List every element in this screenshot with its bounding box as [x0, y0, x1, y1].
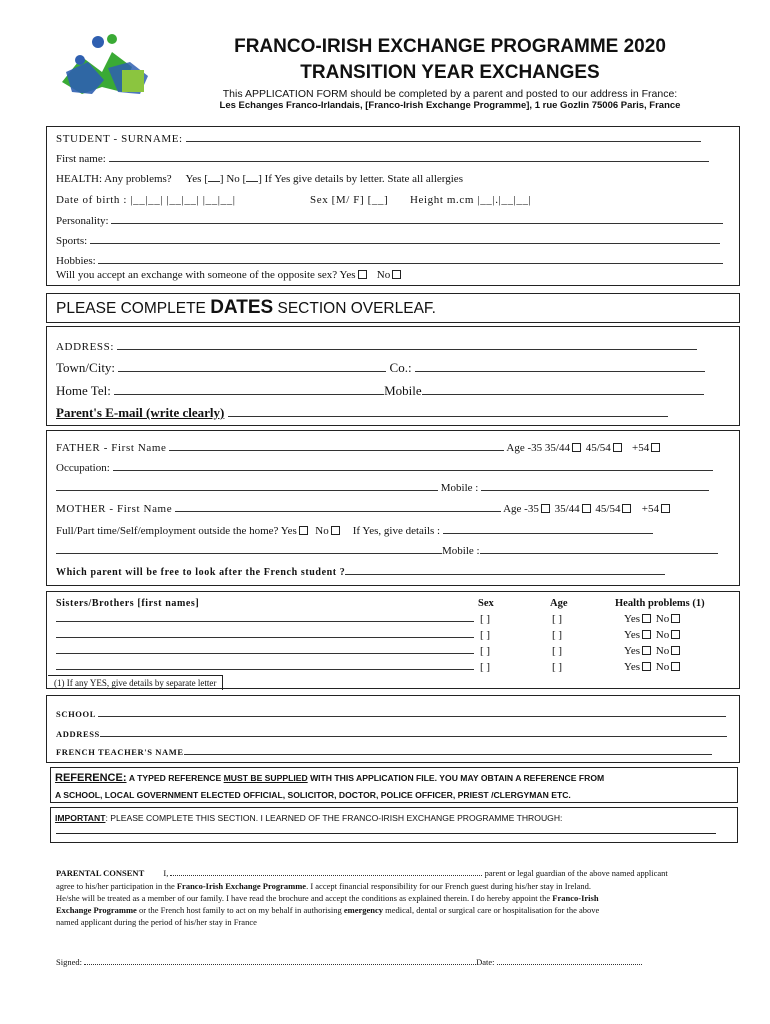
siblings-health-header: Health problems (1): [615, 598, 705, 609]
sex-label: Sex [M/ F]: [310, 194, 365, 206]
sibling-sex-field[interactable]: [ ]: [480, 661, 491, 673]
if-yes-label: If Yes, give details :: [352, 525, 441, 537]
reference-text-b: WITH THIS APPLICATION FILE. YOU MAY OBTAIN A REFERENCE FROM: [310, 773, 605, 783]
sibling-health-yes-label: Yes: [624, 645, 641, 657]
mother-mobile-field[interactable]: [480, 544, 718, 554]
important-text: : PLEASE COMPLETE THIS SECTION. I LEARNED OF THE FRANCO-IRISH EXCHANGE PROGRAMME THROUGH:: [105, 813, 563, 823]
reference-text-2: A SCHOOL, LOCAL GOVERNMENT ELECTED OFFICIAL, SOLICITOR, DOCTOR, POLICE OFFICER, PRIEST /CLERGYMAN ETC.: [55, 790, 571, 800]
mother-age-45-label: 45/54: [595, 503, 621, 515]
consent-line2a: agree to his/her participation in the: [56, 881, 175, 891]
consent-guardian: parent or legal guardian of the above named applicant: [484, 868, 668, 878]
postal-address: Les Echanges Franco-Irlandais, [Franco-Irish Exchange Programme], 1 rue Gozlin 75006 Paris, France: [219, 100, 681, 111]
important-label: IMPORTANT: [55, 813, 106, 823]
father-age-4554-checkbox[interactable]: [613, 443, 622, 452]
sibling-health-yes-label: Yes: [624, 629, 641, 641]
consent-label: PARENTAL CONSENT: [56, 868, 145, 878]
mother-age-54-checkbox[interactable]: [661, 504, 670, 513]
fulltime-yes-label: Yes: [280, 525, 297, 537]
title-line-1: FRANCO-IRISH EXCHANGE PROGRAMME 2020: [234, 36, 666, 57]
sports-field[interactable]: [90, 234, 720, 244]
date-field[interactable]: [497, 957, 642, 965]
health-yes-label: Yes: [185, 173, 202, 185]
consent-line2b: . I accept financial responsibility for our French guest during his/her stay in Ireland.: [306, 881, 591, 891]
address-field[interactable]: [117, 340, 697, 350]
sibling-age-field[interactable]: [ ]: [552, 645, 563, 657]
height-label: Height m.cm: [410, 194, 475, 206]
first-name-label: First name:: [56, 153, 106, 165]
dates-notice-big: DATES: [210, 297, 274, 318]
logo: [52, 32, 162, 102]
siblings-names-header: Sisters/Brothers [first names]: [56, 598, 200, 609]
mobile-field[interactable]: [422, 385, 704, 395]
personality-field[interactable]: [111, 214, 723, 224]
first-name-field[interactable]: [109, 152, 709, 162]
father-age-54-label: +54: [632, 442, 650, 454]
signed-label: Signed:: [56, 957, 82, 967]
mother-age-label: Age -35: [503, 503, 539, 515]
sibling-health-no-label: No: [655, 629, 670, 641]
dates-notice-post: SECTION OVERLEAF.: [277, 300, 436, 317]
fulltime-question: Full/Part time/Self/employment outside the home?: [56, 525, 279, 537]
father-age-45-label: 45/54: [585, 442, 611, 454]
fulltime-details-field[interactable]: [443, 524, 653, 534]
sibling-health-no-label: No: [655, 613, 670, 625]
sibling-health-yes-checkbox[interactable]: [642, 662, 651, 671]
title-line-2: TRANSITION YEAR EXCHANGES: [300, 62, 600, 83]
siblings-age-header: Age: [550, 598, 568, 609]
surname-label: STUDENT - SURNAME:: [56, 133, 183, 145]
consent-i: I,: [163, 868, 169, 878]
consent-line4a: Exchange Programme: [56, 905, 137, 915]
hobbies-field[interactable]: [98, 254, 723, 264]
mother-age-3544-checkbox[interactable]: [582, 504, 591, 513]
occupation-field[interactable]: [113, 461, 713, 471]
mother-label: MOTHER - First Name: [56, 503, 173, 515]
sibling-health-no-checkbox[interactable]: [671, 646, 680, 655]
address-label: ADDRESS:: [56, 341, 114, 353]
sex-field[interactable]: [__]: [367, 194, 389, 206]
father-mobile-field[interactable]: [481, 481, 709, 491]
opposite-no-checkbox[interactable]: [392, 270, 401, 279]
town-field[interactable]: [118, 362, 386, 372]
teacher-label: FRENCH TEACHER'S NAME: [56, 747, 184, 757]
siblings-sex-header: Sex: [478, 598, 494, 609]
teacher-field[interactable]: [184, 747, 712, 755]
hobbies-label: Hobbies:: [56, 255, 96, 267]
father-age-3544-checkbox[interactable]: [572, 443, 581, 452]
county-field[interactable]: [415, 362, 705, 372]
reference-label: REFERENCE:: [55, 772, 127, 784]
father-age-label: Age -35 35/44: [506, 442, 570, 454]
dates-notice-pre: PLEASE COMPLETE: [56, 300, 206, 317]
sibling-health-yes-checkbox[interactable]: [642, 630, 651, 639]
signature-field[interactable]: [84, 957, 476, 965]
sibling-sex-field[interactable]: [ ]: [480, 613, 491, 625]
fulltime-yes-checkbox[interactable]: [299, 526, 308, 535]
height-field[interactable]: |__|.|__|__|: [477, 194, 532, 206]
date-label: Date:: [476, 957, 495, 967]
reference-must: MUST BE SUPPLIED: [223, 773, 308, 783]
school-label: SCHOOL: [56, 709, 96, 719]
sibling-health-yes-label: Yes: [624, 613, 641, 625]
opposite-yes-checkbox[interactable]: [358, 270, 367, 279]
mother-age-54-label: +54: [641, 503, 659, 515]
health-yes-field[interactable]: [208, 172, 220, 182]
fulltime-no-checkbox[interactable]: [331, 526, 340, 535]
free-parent-question: Which parent will be free to look after the French student ?: [56, 567, 346, 578]
sibling-name-field[interactable]: [56, 660, 474, 670]
opposite-yes-label: Yes: [339, 269, 356, 281]
free-parent-field[interactable]: [345, 565, 665, 575]
mother-age-3544-label: 35/44: [554, 503, 580, 515]
consent-line3a: He/she will be treated as a member of our family. I have read the brochure and accept the conditions as explained therein. I do hereby appoint the: [56, 893, 551, 903]
sibling-health-no-checkbox[interactable]: [671, 662, 680, 671]
dob-field[interactable]: |__|__| |__|__| |__|__|: [130, 194, 236, 206]
school-address-field[interactable]: [100, 729, 727, 737]
mother-age-4554-checkbox[interactable]: [622, 504, 631, 513]
father-name-field[interactable]: [169, 441, 504, 451]
mother-age-35-checkbox[interactable]: [541, 504, 550, 513]
occupation-field-2[interactable]: [56, 481, 438, 491]
fulltime-no-label: No: [315, 525, 329, 537]
sibling-health-yes-checkbox[interactable]: [642, 614, 651, 623]
health-label: HEALTH: Any problems?: [56, 173, 172, 185]
father-mobile-label: Mobile :: [440, 482, 479, 494]
dob-label: Date of birth :: [56, 194, 128, 206]
opposite-no-label: No: [376, 269, 391, 281]
sibling-sex-field[interactable]: [ ]: [480, 645, 491, 657]
sibling-name-field[interactable]: [56, 644, 474, 654]
sibling-age-field[interactable]: [ ]: [552, 613, 563, 625]
home-tel-label: Home Tel:: [56, 383, 111, 398]
mother-mobile-label: Mobile :: [442, 545, 480, 557]
health-no-label: No: [226, 173, 240, 185]
mobile-label: Mobile: [384, 383, 422, 398]
reference-text-a: A TYPED REFERENCE: [128, 773, 222, 783]
father-age-54-checkbox[interactable]: [651, 443, 660, 452]
school-address-label: ADDRESS: [56, 729, 100, 739]
surname-field[interactable]: [186, 132, 701, 142]
sibling-name-field[interactable]: [56, 612, 474, 622]
health-no-field[interactable]: [246, 172, 258, 182]
consent-prog2: Franco-Irish: [552, 893, 599, 903]
consent-prog: Franco-Irish Exchange Programme: [176, 881, 307, 891]
sibling-sex-field[interactable]: [ ]: [480, 629, 491, 641]
sibling-health-no-label: No: [655, 661, 670, 673]
details-field-2[interactable]: [56, 544, 442, 554]
personality-label: Personality:: [56, 215, 109, 227]
sibling-health-yes-label: Yes: [624, 661, 641, 673]
consent-line4b: or the French host family to act on my behalf in authorising: [138, 905, 342, 915]
school-field[interactable]: [98, 709, 726, 717]
sibling-health-no-checkbox[interactable]: [671, 614, 680, 623]
consent-name-field[interactable]: [170, 868, 482, 876]
town-label: Town/City:: [56, 360, 116, 375]
important-answer-field[interactable]: [56, 833, 716, 834]
sports-label: Sports:: [56, 235, 88, 247]
occupation-label: Occupation:: [56, 462, 110, 474]
email-label: Parent's E-mail (write clearly): [56, 405, 225, 420]
siblings-footnote: (1) If any YES, give details by separate letter: [48, 675, 223, 690]
consent-line5: named applicant during the period of his/her stay in France: [56, 917, 257, 927]
subtitle: This APPLICATION FORM should be completed by a parent and posted to our address in France:: [222, 88, 678, 100]
county-label: Co.:: [389, 360, 412, 375]
email-field[interactable]: [228, 407, 668, 417]
health-note: If Yes give details by letter. State all allergies: [264, 173, 463, 185]
sibling-age-field[interactable]: [ ]: [552, 629, 563, 641]
sibling-health-yes-checkbox[interactable]: [642, 646, 651, 655]
sibling-name-field[interactable]: [56, 628, 474, 638]
sibling-age-field[interactable]: [ ]: [552, 661, 563, 673]
consent-emergency: emergency: [343, 905, 384, 915]
sibling-health-no-checkbox[interactable]: [671, 630, 680, 639]
mother-name-field[interactable]: [175, 502, 501, 512]
opposite-sex-question: Will you accept an exchange with someone of the opposite sex?: [56, 269, 338, 281]
sibling-health-no-label: No: [655, 645, 670, 657]
father-label: FATHER - First Name: [56, 442, 167, 454]
home-tel-field[interactable]: [114, 385, 384, 395]
consent-line4c: medical, dental or surgical care or hospitalisation for the above: [385, 905, 600, 915]
